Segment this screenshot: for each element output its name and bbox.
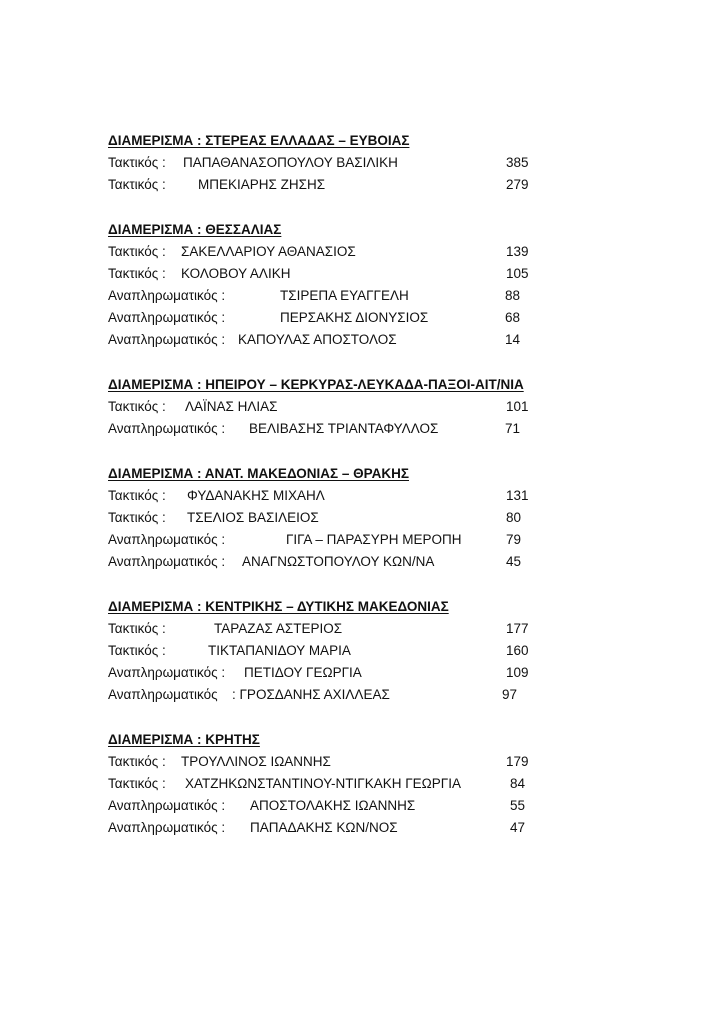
candidate-votes: 88 xyxy=(505,288,521,303)
candidate-votes: 179 xyxy=(506,754,529,769)
candidate-row xyxy=(108,817,628,839)
candidate-name: ΠΑΠΑΘΑΝΑΣΟΠΟΥΛΟΥ ΒΑΣΙΛΙΚΗ xyxy=(183,155,398,170)
candidate-name: ΤΣΙΡΕΠΑ ΕΥΑΓΓΕΛΗ xyxy=(280,288,409,303)
candidate-votes: 97 xyxy=(502,687,518,702)
candidate-row xyxy=(108,152,628,174)
candidate-name: ΠΕΤΙΔΟΥ ΓΕΩΡΓΙΑ xyxy=(244,665,362,680)
candidate-name: ΤΙΚΤΑΠΑΝΙΔΟΥ ΜΑΡΙΑ xyxy=(208,643,351,658)
candidate-role: Αναπληρωματικός : xyxy=(108,288,226,303)
candidate-name: : ΓΡΟΣΔΑΝΗΣ ΑΧΙΛΛΕΑΣ xyxy=(232,687,390,702)
candidate-votes: 55 xyxy=(510,798,526,813)
candidate-role: Τακτικός : xyxy=(108,177,166,192)
candidate-row xyxy=(108,751,628,773)
candidate-role: Τακτικός : xyxy=(108,488,166,503)
candidate-name: ΤΡΟΥΛΛΙΝΟΣ ΙΩΑΝΝΗΣ xyxy=(181,754,331,769)
candidate-votes: 160 xyxy=(506,643,529,658)
candidate-role: Αναπληρωματικός : xyxy=(108,532,226,547)
candidate-role: Αναπληρωματικός : xyxy=(108,798,226,813)
section-title: ΔΙΑΜΕΡΙΣΜΑ : ΘΕΣΣΑΛΙΑΣ xyxy=(108,222,282,237)
candidate-name: ΦΥΔΑΝΑΚΗΣ ΜΙΧΑΗΛ xyxy=(187,488,325,503)
candidate-row xyxy=(108,640,628,662)
candidate-row xyxy=(108,263,628,285)
candidate-role: Τακτικός : xyxy=(108,399,166,414)
candidate-row xyxy=(108,507,628,529)
candidate-role: Αναπληρωματικός : xyxy=(108,421,226,436)
candidate-name: ΓΙΓΑ – ΠΑΡΑΣΥΡΗ ΜΕΡΟΠΗ xyxy=(286,532,462,547)
district-section xyxy=(108,596,628,706)
district-section xyxy=(108,219,628,351)
candidate-row xyxy=(108,307,628,329)
candidate-role: Αναπληρωματικός : xyxy=(108,820,226,835)
candidate-name: ΤΑΡΑΖΑΣ ΑΣΤΕΡΙΟΣ xyxy=(214,621,343,636)
candidate-name: ΑΝΑΓΝΩΣΤΟΠΟΥΛΟΥ ΚΩΝ/ΝΑ xyxy=(242,554,435,569)
candidate-row xyxy=(108,418,628,440)
candidate-votes: 279 xyxy=(506,177,529,192)
candidate-votes: 385 xyxy=(506,155,529,170)
candidate-row xyxy=(108,662,628,684)
candidate-role: Τακτικός : xyxy=(108,621,166,636)
candidate-row xyxy=(108,329,628,351)
candidate-votes: 109 xyxy=(506,665,529,680)
candidate-votes: 139 xyxy=(506,244,529,259)
section-title: ΔΙΑΜΕΡΙΣΜΑ : ΚΡΗΤΗΣ xyxy=(108,732,260,747)
candidate-votes: 71 xyxy=(505,421,521,436)
candidate-role: Αναπληρωματικός xyxy=(108,687,218,702)
candidate-name: ΛΑΪΝΑΣ ΗΛΙΑΣ xyxy=(185,399,278,414)
candidate-name: ΠΑΠΑΔΑΚΗΣ ΚΩΝ/ΝΟΣ xyxy=(250,820,398,835)
candidate-name: ΠΕΡΣΑΚΗΣ ΔΙΟΝΥΣΙΟΣ xyxy=(280,310,429,325)
candidate-row xyxy=(108,795,628,817)
candidate-votes: 105 xyxy=(506,266,529,281)
candidate-row xyxy=(108,551,628,573)
candidate-row xyxy=(108,285,628,307)
candidate-votes: 79 xyxy=(506,532,522,547)
candidate-votes: 131 xyxy=(506,488,529,503)
candidate-name: ΜΠΕΚΙΑΡΗΣ ΖΗΣΗΣ xyxy=(198,177,326,192)
section-title: ΔΙΑΜΕΡΙΣΜΑ : ΗΠΕΙΡΟΥ – ΚΕΡΚΥΡΑΣ-ΛΕΥΚΑΔΑ-ΠΑΞΟΙ-ΑΙΤ/ΝΙΑ xyxy=(108,377,524,392)
candidate-name: ΚΑΠΟΥΛΑΣ ΑΠΟΣΤΟΛΟΣ xyxy=(238,332,397,347)
district-section xyxy=(108,729,628,839)
candidate-role: Τακτικός : xyxy=(108,510,166,525)
section-title: ΔΙΑΜΕΡΙΣΜΑ : ΑΝΑΤ. ΜΑΚΕΔΟΝΙΑΣ – ΘΡΑΚΗΣ xyxy=(108,466,409,481)
candidate-name: ΒΕΛΙΒΑΣΗΣ ΤΡΙΑΝΤΑΦΥΛΛΟΣ xyxy=(249,421,439,436)
district-section xyxy=(108,130,628,196)
candidate-row xyxy=(108,773,628,795)
candidate-role: Αναπληρωματικός : xyxy=(108,665,226,680)
candidate-name: ΣΑΚΕΛΛΑΡΙΟΥ ΑΘΑΝΑΣΙΟΣ xyxy=(181,244,356,259)
candidate-row xyxy=(108,485,628,507)
candidate-row xyxy=(108,529,628,551)
candidate-role: Αναπληρωματικός : xyxy=(108,332,226,347)
candidate-votes: 101 xyxy=(506,399,529,414)
candidate-votes: 177 xyxy=(506,621,529,636)
candidate-votes: 84 xyxy=(510,776,526,791)
district-section xyxy=(108,374,628,440)
candidate-role: Αναπληρωματικός : xyxy=(108,310,226,325)
candidate-votes: 80 xyxy=(506,510,522,525)
section-title: ΔΙΑΜΕΡΙΣΜΑ : ΚΕΝΤΡΙΚΗΣ – ΔΥΤΙΚΗΣ ΜΑΚΕΔΟΝΙΑΣ xyxy=(108,599,449,614)
candidate-role: Αναπληρωματικός : xyxy=(108,554,226,569)
candidate-role: Τακτικός : xyxy=(108,754,166,769)
candidate-role: Τακτικός : xyxy=(108,266,166,281)
candidate-role: Τακτικός : xyxy=(108,776,166,791)
candidate-votes: 45 xyxy=(506,554,522,569)
candidate-role: Τακτικός : xyxy=(108,155,166,170)
candidate-row xyxy=(108,396,628,418)
candidate-row xyxy=(108,174,628,196)
candidate-name: ΚΟΛΟΒΟΥ ΑΛΙΚΗ xyxy=(181,266,291,281)
candidate-row xyxy=(108,618,628,640)
candidate-row xyxy=(108,241,628,263)
candidate-name: ΧΑΤΖΗΚΩΝΣΤΑΝΤΙΝΟΥ-ΝΤΙΓΚΑΚΗ ΓΕΩΡΓΙΑ xyxy=(185,776,461,791)
candidate-votes: 47 xyxy=(510,820,526,835)
candidate-name: ΤΣΕΛΙΟΣ ΒΑΣΙΛΕΙΟΣ xyxy=(187,510,319,525)
candidate-role: Τακτικός : xyxy=(108,244,166,259)
candidate-votes: 14 xyxy=(505,332,521,347)
district-section xyxy=(108,463,628,573)
candidate-votes: 68 xyxy=(505,310,521,325)
section-title: ΔΙΑΜΕΡΙΣΜΑ : ΣΤΕΡΕΑΣ ΕΛΛΑΔΑΣ – ΕΥΒΟΙΑΣ xyxy=(108,133,410,148)
candidate-role: Τακτικός : xyxy=(108,643,166,658)
candidate-name: ΑΠΟΣΤΟΛΑΚΗΣ ΙΩΑΝΝΗΣ xyxy=(250,798,416,813)
candidate-row xyxy=(108,684,628,706)
